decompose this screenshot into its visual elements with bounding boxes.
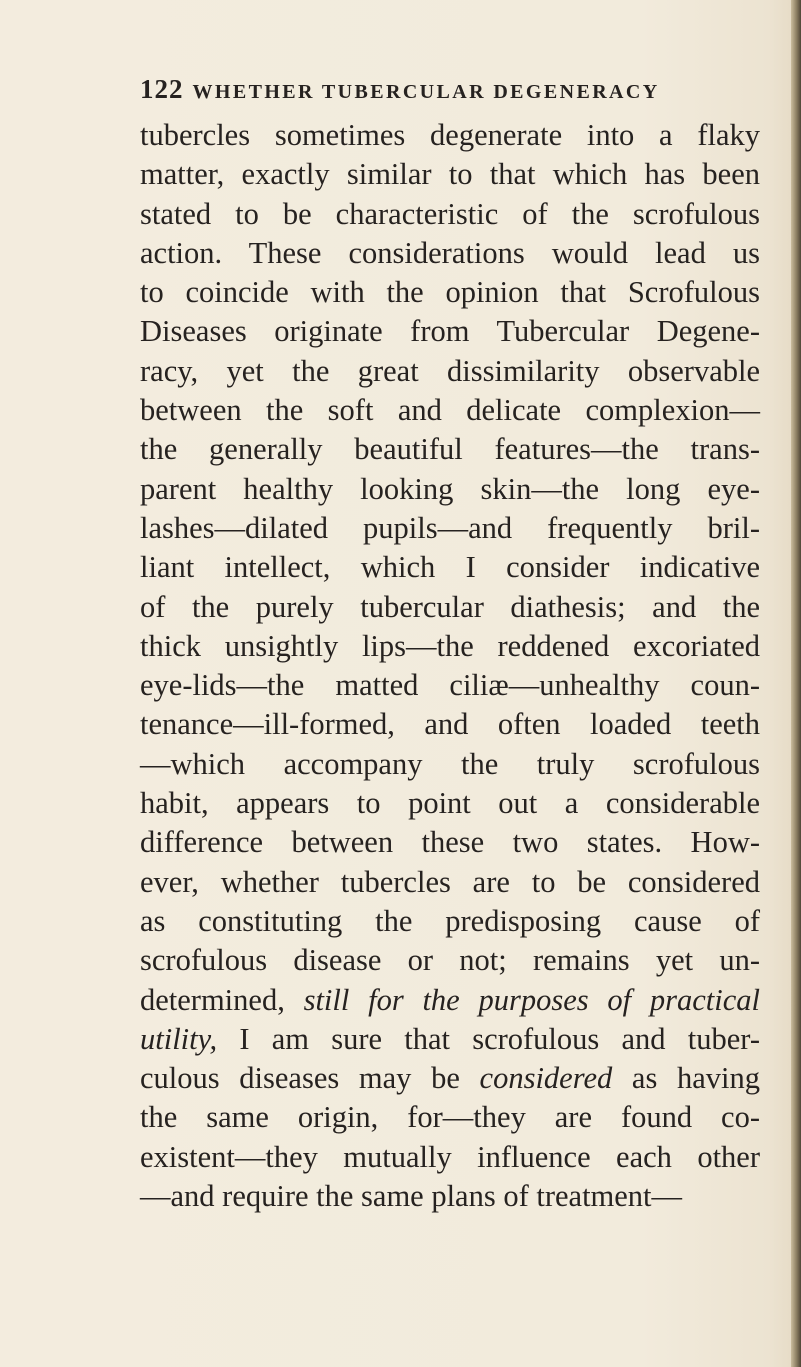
text-line: to coincide with the opinion that Scrofulous xyxy=(140,275,760,310)
text-line: —and require the same plans of treatment— xyxy=(140,1179,683,1214)
text-line: habit, appears to point out a considerable xyxy=(140,786,760,821)
text-line: liant intellect, which I consider indicative xyxy=(140,550,760,585)
text-run: culous diseases may be xyxy=(140,1061,480,1096)
text-line: scrofulous disease or not; remains yet un- xyxy=(140,943,760,978)
text-run: as having xyxy=(612,1061,761,1096)
text-line: stated to be characteristic of the scrofulous xyxy=(140,196,760,231)
text-line: eye-lids—the matted ciliæ—unhealthy coun- xyxy=(140,668,760,703)
text-line: the generally beautiful features—the trans- xyxy=(140,432,760,467)
text-line: between the soft and delicate complexion— xyxy=(140,393,760,428)
text-line: lashes—dilated pupils—and frequently bril- xyxy=(140,510,760,545)
text-line: existent—they mutually influence each other xyxy=(140,1139,760,1174)
text-run: I am sure that scrofulous and tuber- xyxy=(217,1021,760,1056)
text-line xyxy=(140,981,760,1020)
text-line xyxy=(140,1059,760,1098)
text-line: difference between these two states. How- xyxy=(140,825,760,860)
text-line: tenance—ill-formed, and often loaded teeth xyxy=(140,707,760,742)
text-line: as constituting the predisposing cause of xyxy=(140,903,760,938)
text-line: parent healthy looking skin—the long eye- xyxy=(140,471,760,506)
page-number: 122 xyxy=(140,74,184,104)
running-header xyxy=(140,74,760,105)
text-line: ever, whether tubercles are to be considered xyxy=(140,864,760,899)
text-line: —which accompany the truly scrofulous xyxy=(140,746,760,781)
italic-text: utility, xyxy=(140,1021,218,1056)
text-line: tubercles sometimes degenerate into a flaky xyxy=(140,118,760,152)
text-line: matter, exactly similar to that which has been xyxy=(140,157,760,192)
italic-text: still for the purposes of practical xyxy=(303,982,760,1017)
text-line: Diseases originate from Tubercular Degene- xyxy=(140,314,760,349)
text-run: determined, xyxy=(140,982,304,1017)
text-line: action. These considerations would lead us xyxy=(140,235,760,270)
text-line: thick unsightly lips—the reddened excoriated xyxy=(140,628,760,663)
page-edge xyxy=(791,0,801,1367)
italic-text: considered xyxy=(479,1061,613,1096)
text-line: of the purely tubercular diathesis; and the xyxy=(140,589,760,624)
body-text xyxy=(140,116,760,1216)
text-line: the same origin, for—they are found co- xyxy=(140,1100,760,1135)
text-line: racy, yet the great dissimilarity observable xyxy=(140,353,760,388)
text-line xyxy=(140,1020,760,1059)
running-title: WHETHER TUBERCULAR DEGENERACY xyxy=(192,81,660,103)
